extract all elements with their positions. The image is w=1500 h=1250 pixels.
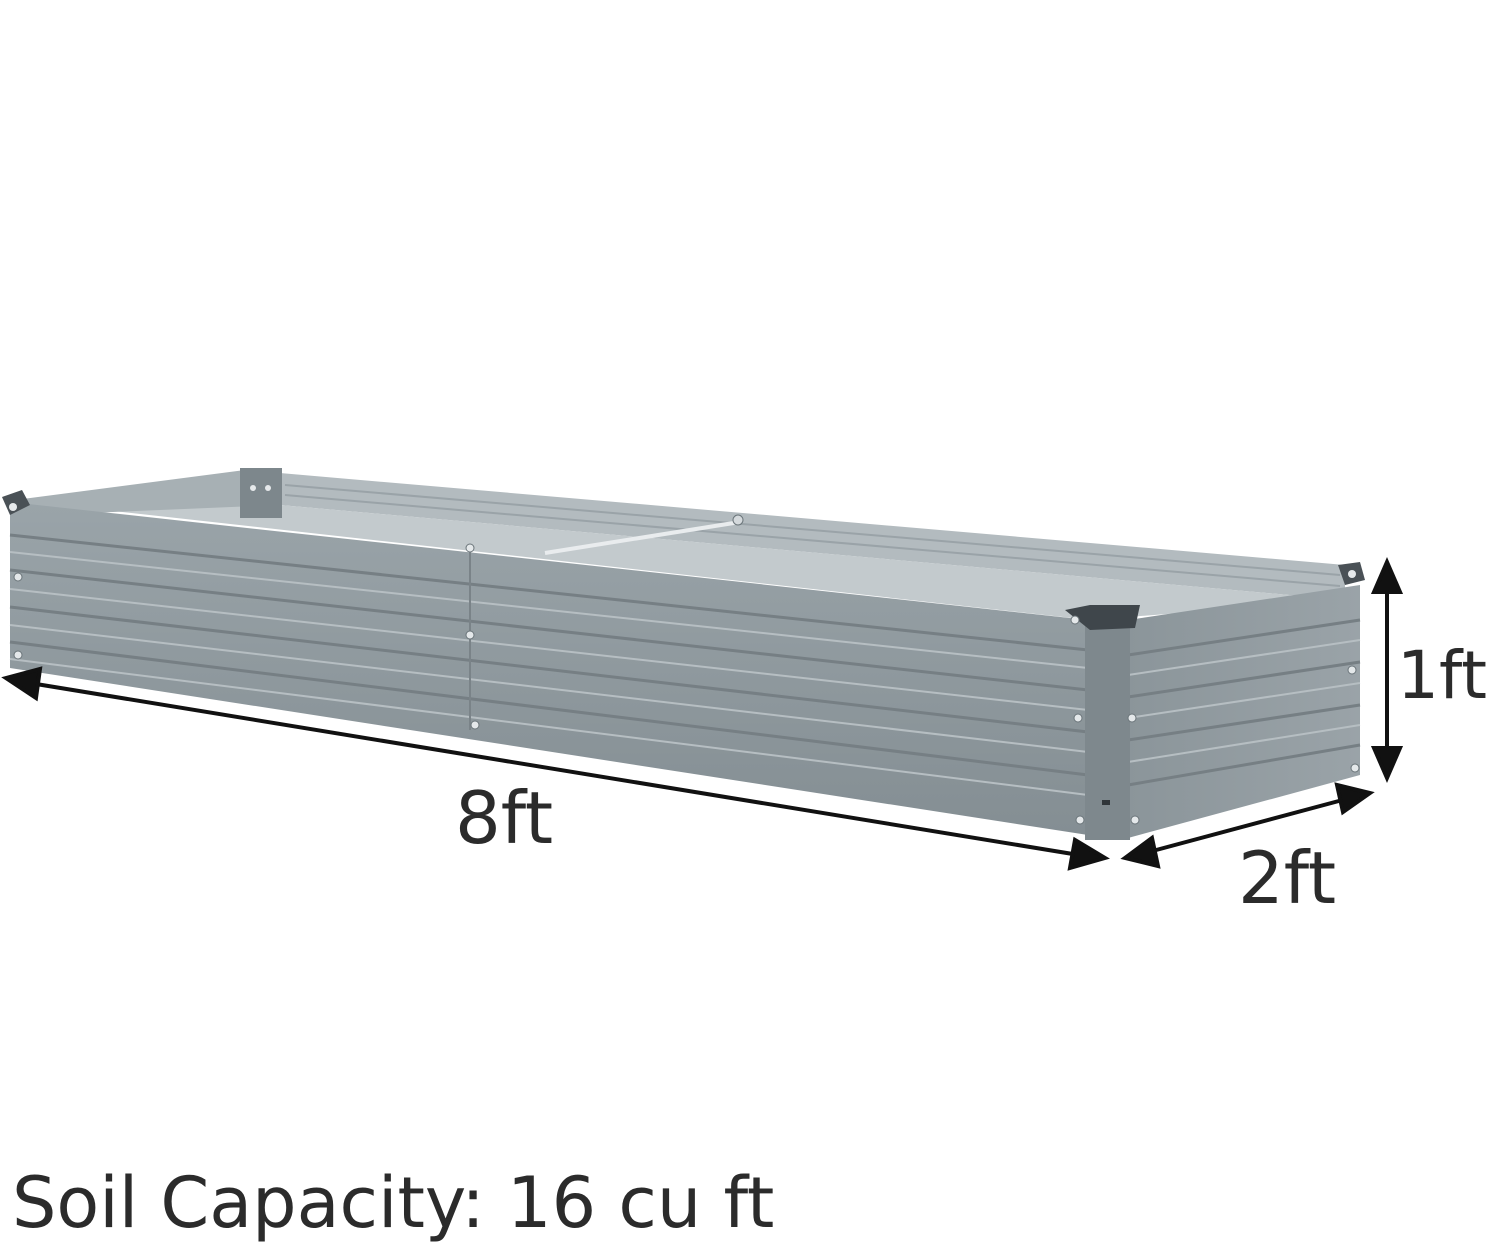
support-bolt [733, 515, 743, 525]
width-arrow-head-right [1337, 785, 1370, 812]
length-arrow-head-left [6, 669, 40, 698]
corner-bolt [9, 503, 17, 511]
width-label: 2ft [1238, 836, 1337, 920]
raised-garden-bed [2, 468, 1365, 840]
height-label: 1ft [1397, 637, 1487, 714]
length-arrow-head-right [1070, 840, 1105, 868]
back-left-corner-post [240, 468, 282, 518]
height-arrow-head-top [1374, 562, 1400, 592]
corner-bolt [1348, 570, 1356, 578]
length-label: 8ft [455, 776, 554, 860]
corner-bolt [265, 485, 271, 491]
soil-capacity-caption: Soil Capacity: 16 cu ft [12, 1162, 775, 1244]
height-arrow-head-bottom [1374, 748, 1400, 778]
front-right-corner-post [1085, 612, 1130, 840]
drain-slot [1102, 800, 1110, 805]
corner-bolt [250, 485, 256, 491]
width-arrow-head-left [1125, 838, 1158, 866]
